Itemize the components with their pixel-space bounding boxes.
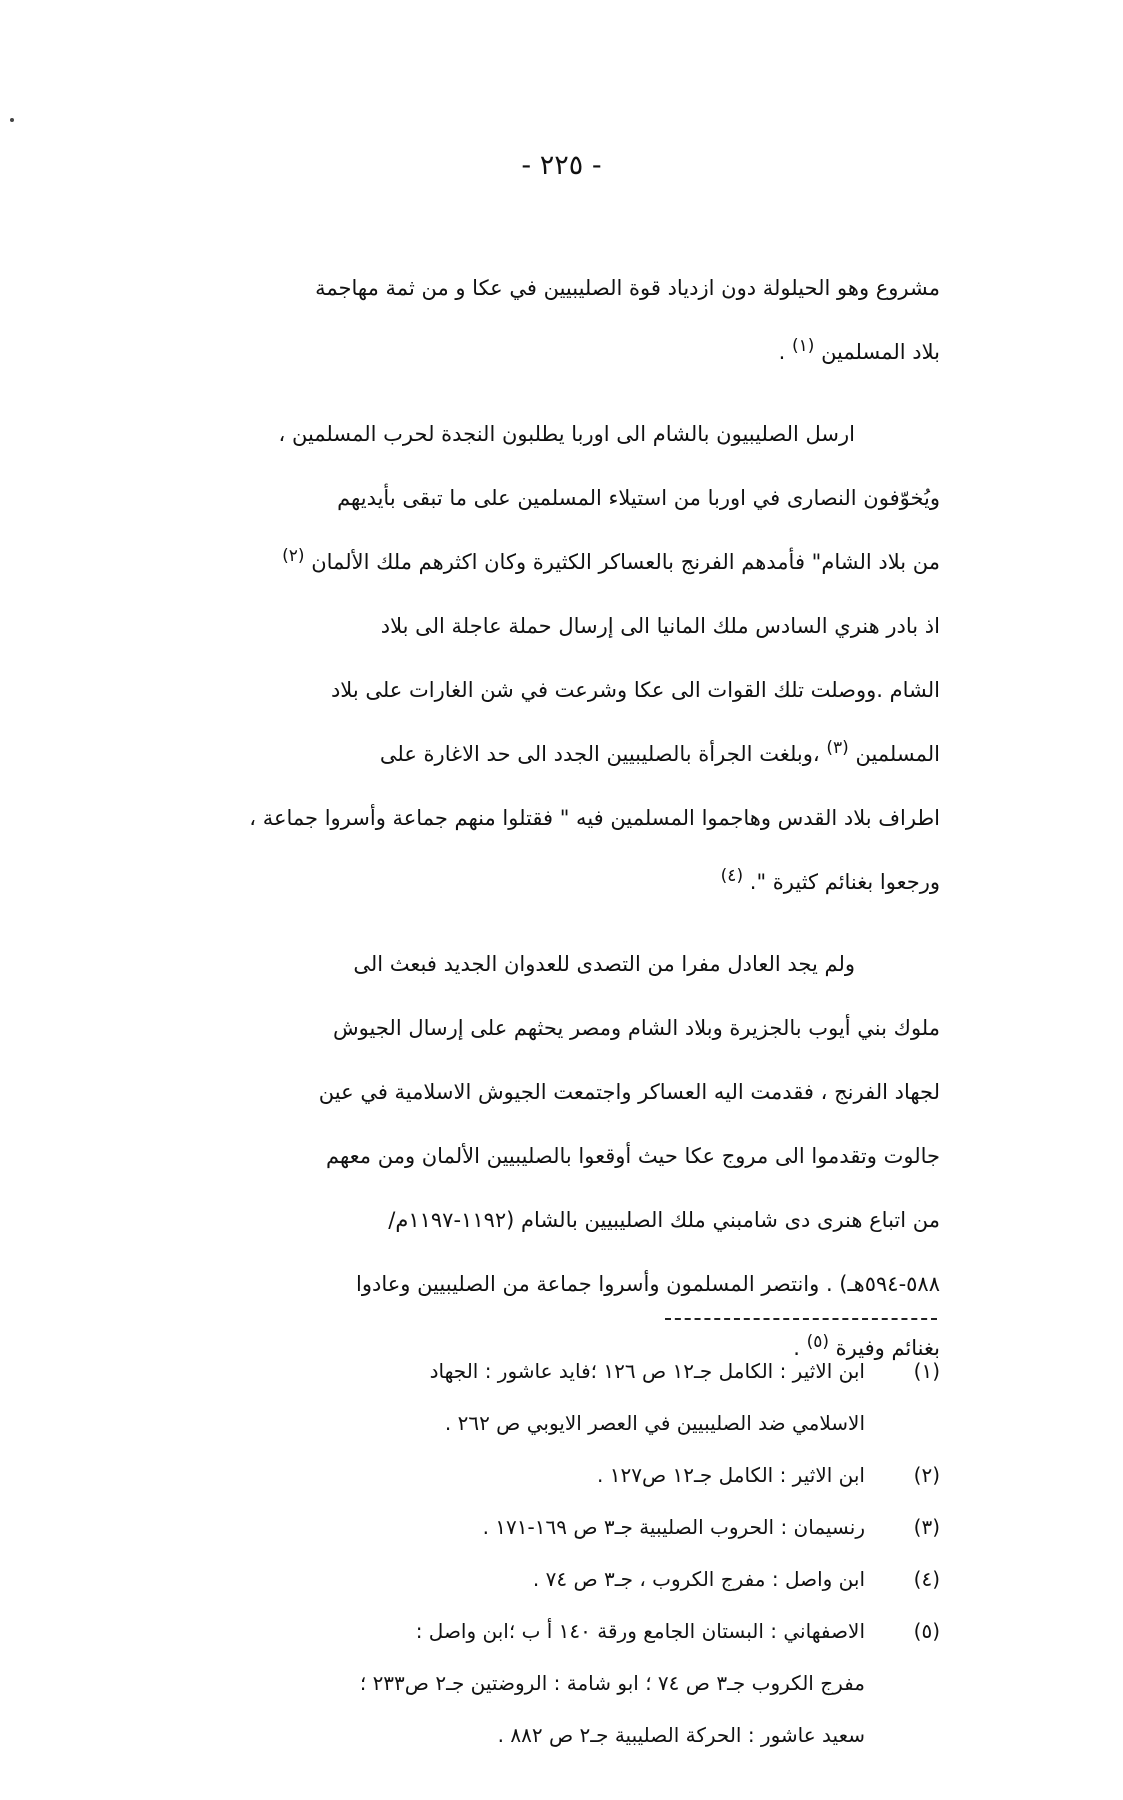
text-line: ٥٨٨-٥٩٤هـ) . وانتصر المسلمون وأسروا جماعة من الصليبيين وعادوا <box>356 1272 940 1296</box>
text-line: ملوك بني أيوب بالجزيرة وبلاد الشام ومصر يحثهم على إرسال الجيوش <box>333 1016 940 1040</box>
footnote-reference: (٢) <box>282 546 305 566</box>
footnotes <box>150 1345 940 1761</box>
footnote <box>150 1605 940 1761</box>
footnote-text: ابن الاثير : الكامل جـ١٢ ص ١٢٦ ؛فايد عاشور : الجهاد الاسلامي ضد الصليبيين في العصر الايوبي ص ٢٦٢ . <box>429 1359 865 1435</box>
footnote <box>150 1449 940 1501</box>
text-line: ارسل الصليبيون بالشام الى اوربا يطلبون النجدة لحرب المسلمين ، <box>278 422 855 446</box>
footnote-text: رنسيمان : الحروب الصليبية جـ٣ ص ١٦٩-١٧١ . <box>482 1515 865 1539</box>
paragraph-2 <box>120 402 940 914</box>
text-line: المسلمين $^{(٣)}$ ،وبلغت الجرأة بالصليبيين الجدد الى حد الاغارة على <box>379 738 940 766</box>
footnote-number: (١) <box>913 1359 940 1383</box>
footnote-number: (٤) <box>913 1567 940 1591</box>
page-number: - ٢٢٥ - <box>521 150 602 181</box>
text-line: بلاد المسلمين $^{(١)}$ . <box>778 336 940 364</box>
footnote-number: (٢) <box>913 1463 940 1487</box>
text-line: الشام .ووصلت تلك القوات الى عكا وشرعت في شن الغارات على بلاد <box>330 678 940 702</box>
footnote-reference: (٥) <box>806 1332 829 1352</box>
text-line: اذ بادر هنري السادس ملك المانيا الى إرسال حملة عاجلة الى بلاد <box>380 614 940 638</box>
paragraph-3 <box>120 932 940 1380</box>
footnote-reference: (٣) <box>826 738 849 758</box>
text-line: بغنائم وفيرة $^{(٥)}$ . <box>793 1332 940 1360</box>
text-line: لجهاد الفرنج ، فقدمت اليه العساكر واجتمعت الجيوش الاسلامية في عين <box>318 1080 940 1104</box>
footnote <box>150 1553 940 1605</box>
text-line: من اتباع هنرى دى شامبني ملك الصليبيين بالشام (١١٩٢-١١٩٧م/ <box>388 1208 940 1232</box>
scan-speck <box>10 118 14 122</box>
footnote-number: (٥) <box>913 1619 940 1643</box>
text-line: مشروع وهو الحيلولة دون ازدياد قوة الصليبيين في عكا و من ثمة مهاجمة <box>315 276 940 300</box>
footnote <box>150 1501 940 1553</box>
footnote-text: ابن واصل : مفرج الكروب ، جـ٣ ص ٧٤ . <box>532 1567 865 1591</box>
footnote <box>150 1345 940 1449</box>
paragraph-1 <box>120 256 940 384</box>
text-line: ويُخوّفون النصارى في اوربا من استيلاء المسلمين على ما تبقى بأيديهم <box>337 486 940 510</box>
footnote-reference: (١) <box>791 336 815 356</box>
footnote-text: ابن الاثير : الكامل جـ١٢ ص١٢٧ . <box>597 1463 865 1487</box>
footnote-number: (٣) <box>913 1515 940 1539</box>
body-text <box>120 256 940 1398</box>
footnote-separator <box>665 1318 937 1320</box>
text-line: جالوت وتقدموا الى مروج عكا حيث أوقعوا بالصليبيين الألمان ومن معهم <box>326 1144 940 1168</box>
text-line: ورجعوا بغنائم كثيرة ". $^{(٤)}$ <box>720 866 940 894</box>
footnote-text: الاصفهاني : البستان الجامع ورقة ١٤٠ أ ب ؛ابن واصل : مفرج الكروب جـ٣ ص ٧٤ ؛ ابو شامة : الروضتين جـ٢ ص٢٣٣ ؛ سعيد عاشور : الحركة الصليبية جـ٢ ص ٨٨٢ . <box>359 1619 865 1747</box>
text-line: من بلاد الشام" فأمدهم الفرنج بالعساكر الكثيرة وكان اكثرهم ملك الألمان $^{(٢)}$ <box>282 546 940 574</box>
text-line: اطراف بلاد القدس وهاجموا المسلمين فيه " فقتلوا منهم جماعة وأسروا جماعة ، <box>249 806 940 830</box>
text-line: ولم يجد العادل مفرا من التصدى للعدوان الجديد فبعث الى <box>353 952 855 976</box>
footnote-reference: (٤) <box>720 866 744 886</box>
